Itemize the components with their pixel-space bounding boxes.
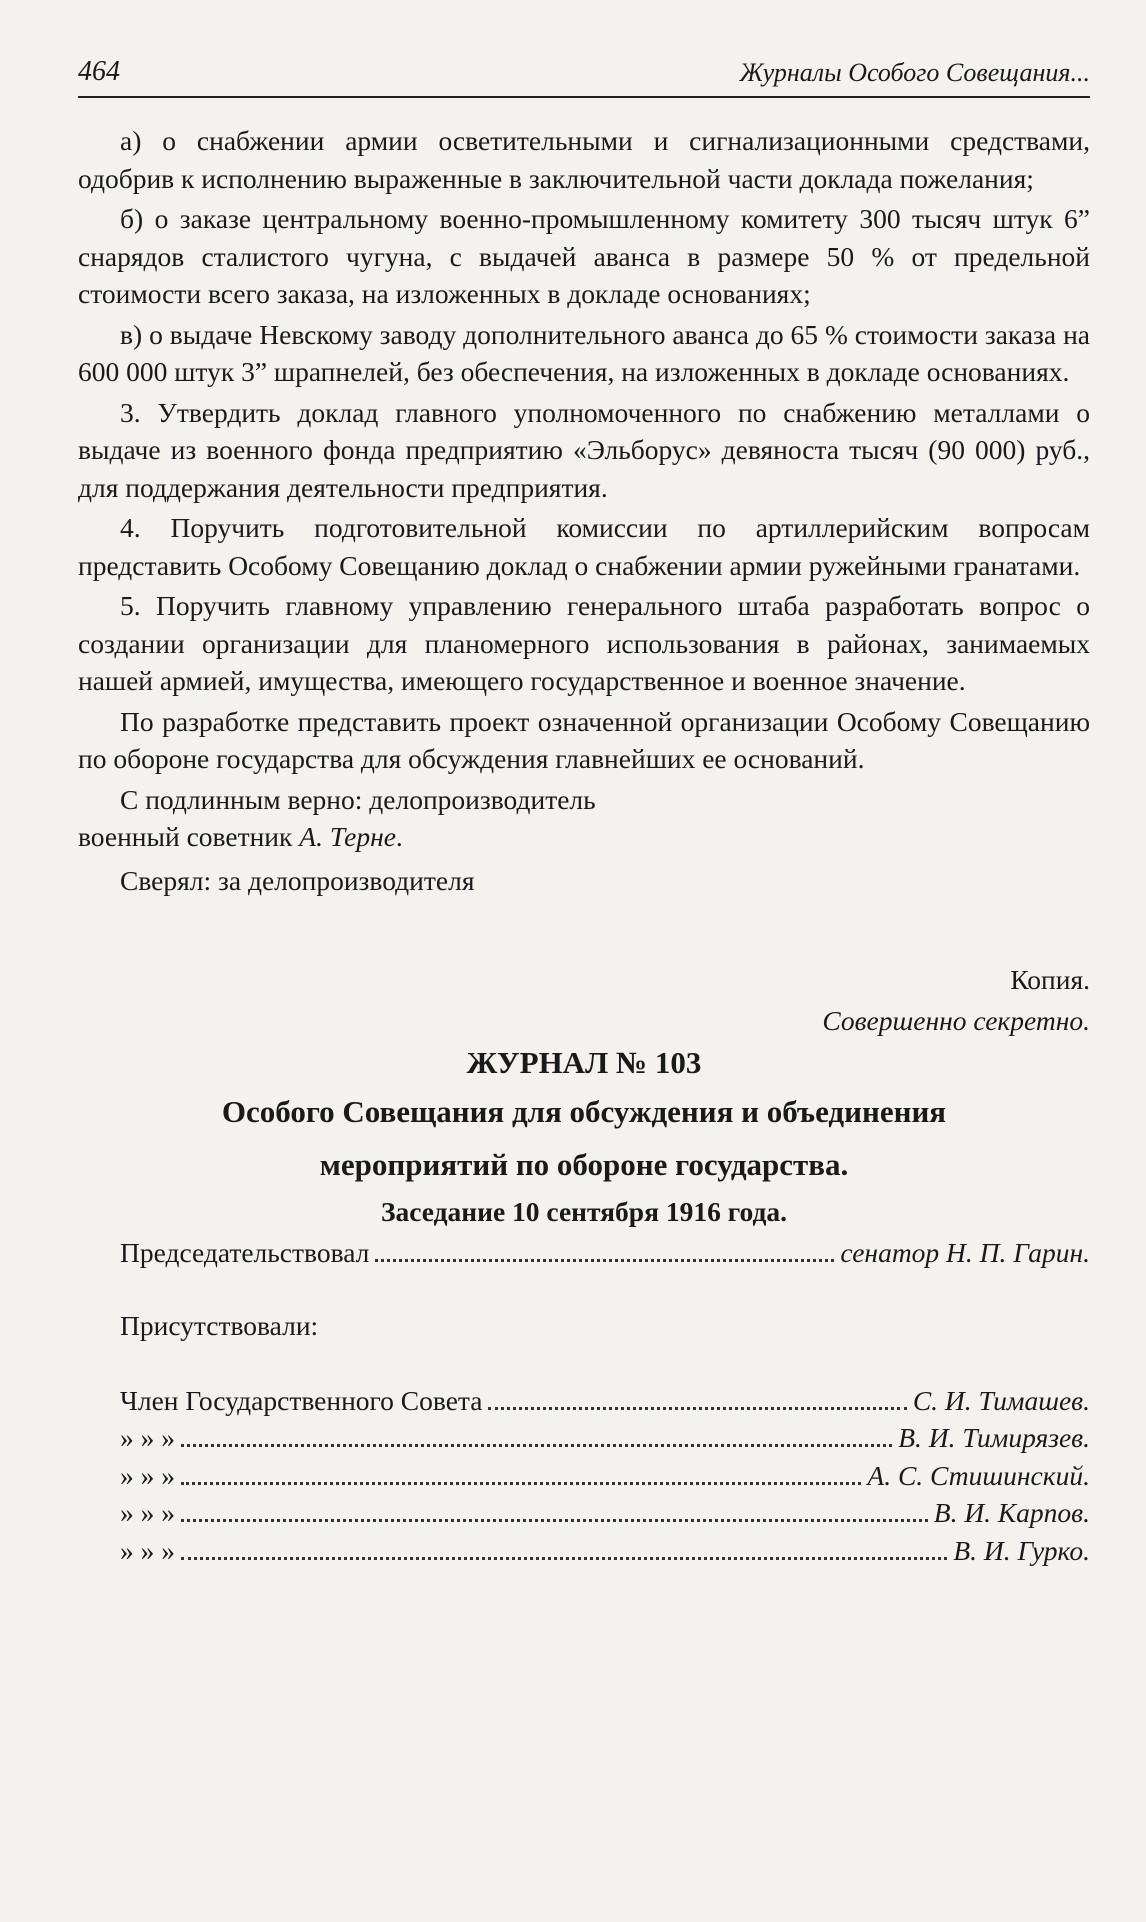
member-label: » » »	[120, 1534, 175, 1566]
member-row	[78, 1457, 1090, 1495]
paragraph: По разработке представить проект означенной организации Особому Совещанию по обороне государства для обсуждения главнейших ее оснований.	[78, 705, 1090, 774]
certification-title: военный советник	[78, 821, 300, 852]
paragraph: 4. Поручить подготовительной комиссии по артиллерийским вопросам представить Особому Совещанию доклад о снабжении армии ружейными гранатами.	[78, 512, 1090, 581]
session-date: Заседание 10 сентября 1916 года.	[380, 1196, 788, 1227]
member-name: В. И. Карпов.	[933, 1497, 1090, 1528]
dot-leader	[181, 1444, 892, 1447]
dot-leader	[181, 1519, 928, 1522]
copy-mark: Копия.	[1010, 964, 1090, 995]
dot-leader	[181, 1557, 947, 1560]
checked-line: Сверял: за делопроизводителя	[120, 864, 475, 896]
page-number: 464	[78, 56, 120, 87]
member-label: » » »	[120, 1422, 175, 1453]
page-header	[78, 52, 1090, 98]
member-label: » » »	[120, 1459, 175, 1491]
member-label: Член Государственного Совета	[120, 1384, 483, 1416]
member-name: С. И. Тимашев.	[912, 1384, 1090, 1416]
dot-leader	[375, 1259, 834, 1262]
secret-mark: Совершенно секретно.	[822, 1004, 1090, 1036]
member-row	[78, 1532, 1090, 1570]
member-name: А. С. Стишинский.	[867, 1459, 1090, 1491]
certification-punct: .	[395, 821, 403, 852]
chair-label: Председательствовал	[120, 1236, 370, 1268]
paragraph: б) о заказе центральному военно-промышленному комитету 300 тысяч штук 6” снарядов сталистого чугуна, с выдачей аванса в размере 50 % от предельной стоимости всего заказа, на изложенных в докладе основаниях;	[78, 203, 1090, 309]
certification-line: С подлинным верно: делопроизводитель	[120, 783, 596, 815]
certification-block	[78, 781, 1090, 900]
certification-name: А. Терне	[299, 821, 396, 852]
member-name: В. И. Гурко.	[953, 1534, 1090, 1566]
journal-subtitle-line1: Особого Совещания для обсуждения и объединения	[221, 1094, 947, 1129]
dot-leader	[181, 1482, 861, 1485]
member-row	[78, 1382, 1090, 1420]
body-text	[78, 122, 1090, 1569]
certification-signatory	[78, 818, 1090, 856]
member-row	[78, 1494, 1090, 1532]
member-label: » » »	[120, 1497, 175, 1528]
chair-row	[78, 1234, 1090, 1272]
present-label: Присутствовали:	[120, 1310, 319, 1341]
member-row	[78, 1419, 1090, 1457]
member-name: В. И. Тимирязев.	[898, 1422, 1090, 1453]
paragraph: в) о выдаче Невскому заводу дополнительного аванса до 65 % стоимости заказа на 600 000 штук 3” шрапнелей, без обеспечения, на изложенных в докладе основаниях.	[78, 318, 1090, 387]
paragraph: 3. Утвердить доклад главного уполномоченного по снабжению металлами о выдаче из военного фонда предприятию «Эльборус» девяноста тысяч (90 000) руб., для поддержания деятельности предприятия.	[78, 396, 1090, 503]
paragraph: а) о снабжении армии осветительными и сигнализационными средствами, одобрив к исполнению выраженные в заключительной части доклада пожелания;	[78, 125, 1090, 194]
journal-title: ЖУРНАЛ № 103	[466, 1045, 702, 1080]
dot-leader	[488, 1407, 906, 1410]
paragraph: 5. Поручить главному управлению генерального штаба разработать вопрос о создании организации для планомерного использования в районах, занимаемых нашей армией, имущества, имеющего государственное и военное значение.	[78, 590, 1090, 696]
running-title: Журналы Особого Совещания...	[739, 58, 1090, 87]
journal-subtitle-line2: мероприятий по обороне государства.	[319, 1147, 849, 1182]
chair-name: сенатор Н. П. Гарин.	[840, 1236, 1090, 1268]
